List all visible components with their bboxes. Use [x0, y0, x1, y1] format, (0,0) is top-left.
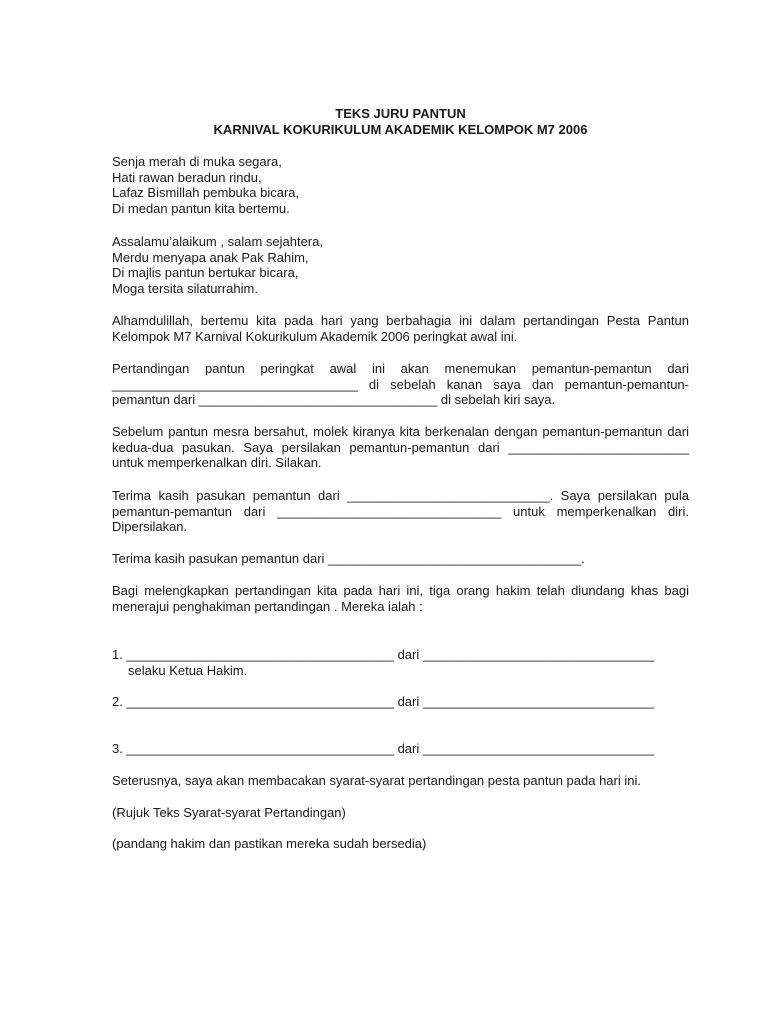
document-page — [112, 0, 689, 1024]
verse-greeting — [112, 234, 689, 296]
verse-line: Assalamu’alaikum , salam sejahtera, — [112, 234, 323, 249]
paragraph-introduction: Pertandingan pantun peringkat awal ini akan menemukan pemantun-pemantun dari __________________________________ di sebelah kanan saya dan pemantun-pemantun-pemantun dari _________________________________ di sebelah kiri saya. — [112, 361, 689, 407]
judge-entry-2 — [112, 694, 689, 710]
document-heading — [112, 106, 689, 138]
judge-line: 3. _____________________________________ dari ________________________________ — [112, 741, 655, 756]
verse-line: Senja merah di muka segara, — [112, 154, 282, 169]
judge-line: 1. _____________________________________ dari ________________________________ — [112, 647, 655, 662]
verse-line: Di medan pantun kita bertemu. — [112, 200, 290, 216]
paragraph-judges-intro: Bagi melengkapkan pertandingan kita pada hari ini, tiga orang hakim telah diundang khas bagi menerajui penghakiman pertandingan . Mereka ialah : — [112, 583, 689, 614]
judge-line: 2. _____________________________________ dari ________________________________ — [112, 694, 655, 709]
verse-line: Merdu menyapa anak Pak Rahim, — [112, 249, 309, 265]
verse-opening — [112, 154, 689, 216]
verse-line: Lafaz Bismillah pembuka bicara, — [112, 185, 300, 200]
paragraph-teams: Sebelum pantun mesra bersahut, molek kiranya kita berkenalan dengan pemantun-pemantun dari kedua-dua pasukan. Saya persilakan pemantun-pemantun dari _________________________ untuk memperkenalkan diri. Silakan. — [112, 424, 689, 470]
note-check-judges: (pandang hakim dan pastikan mereka sudah bersedia) — [112, 836, 427, 851]
note-refer-rules: (Rujuk Teks Syarat-syarat Pertandingan) — [112, 805, 346, 820]
document-title: TEKS JURU PANTUN — [335, 106, 466, 121]
verse-line: Moga tersita silaturrahim. — [112, 280, 258, 296]
paragraph-welcome: Alhamdulillah, bertemu kita pada hari yang berbahagia ini dalam pertandingan Pesta Pantun Kelompok M7 Karnival Kokurikulum Akademik 2006 peringkat awal ini. — [112, 313, 689, 344]
paragraph-second-team: Terima kasih pasukan pemantun dari ____________________________. Saya persilakan pula pemantun-pemantun dari _______________________________ untuk memperkenalkan diri. Dipersilakan. — [112, 488, 689, 534]
verse-line: Hati rawan beradun rindu, — [112, 169, 262, 185]
document-subtitle: KARNIVAL KOKURIKULUM AKADEMIK KELOMPOK M7 2006 — [213, 122, 588, 137]
judge-role: selaku Ketua Hakim. — [128, 663, 248, 678]
judge-entry-1 — [112, 647, 689, 663]
paragraph-rules: Seterusnya, saya akan membacakan syarat-syarat pertandingan pesta pantun pada hari ini. — [112, 773, 641, 788]
judge-entry-3 — [112, 741, 689, 757]
paragraph-thanks: Terima kasih pasukan pemantun dari ___________________________________. — [112, 551, 585, 566]
verse-line: Di majlis pantun bertukar bicara, — [112, 265, 299, 280]
